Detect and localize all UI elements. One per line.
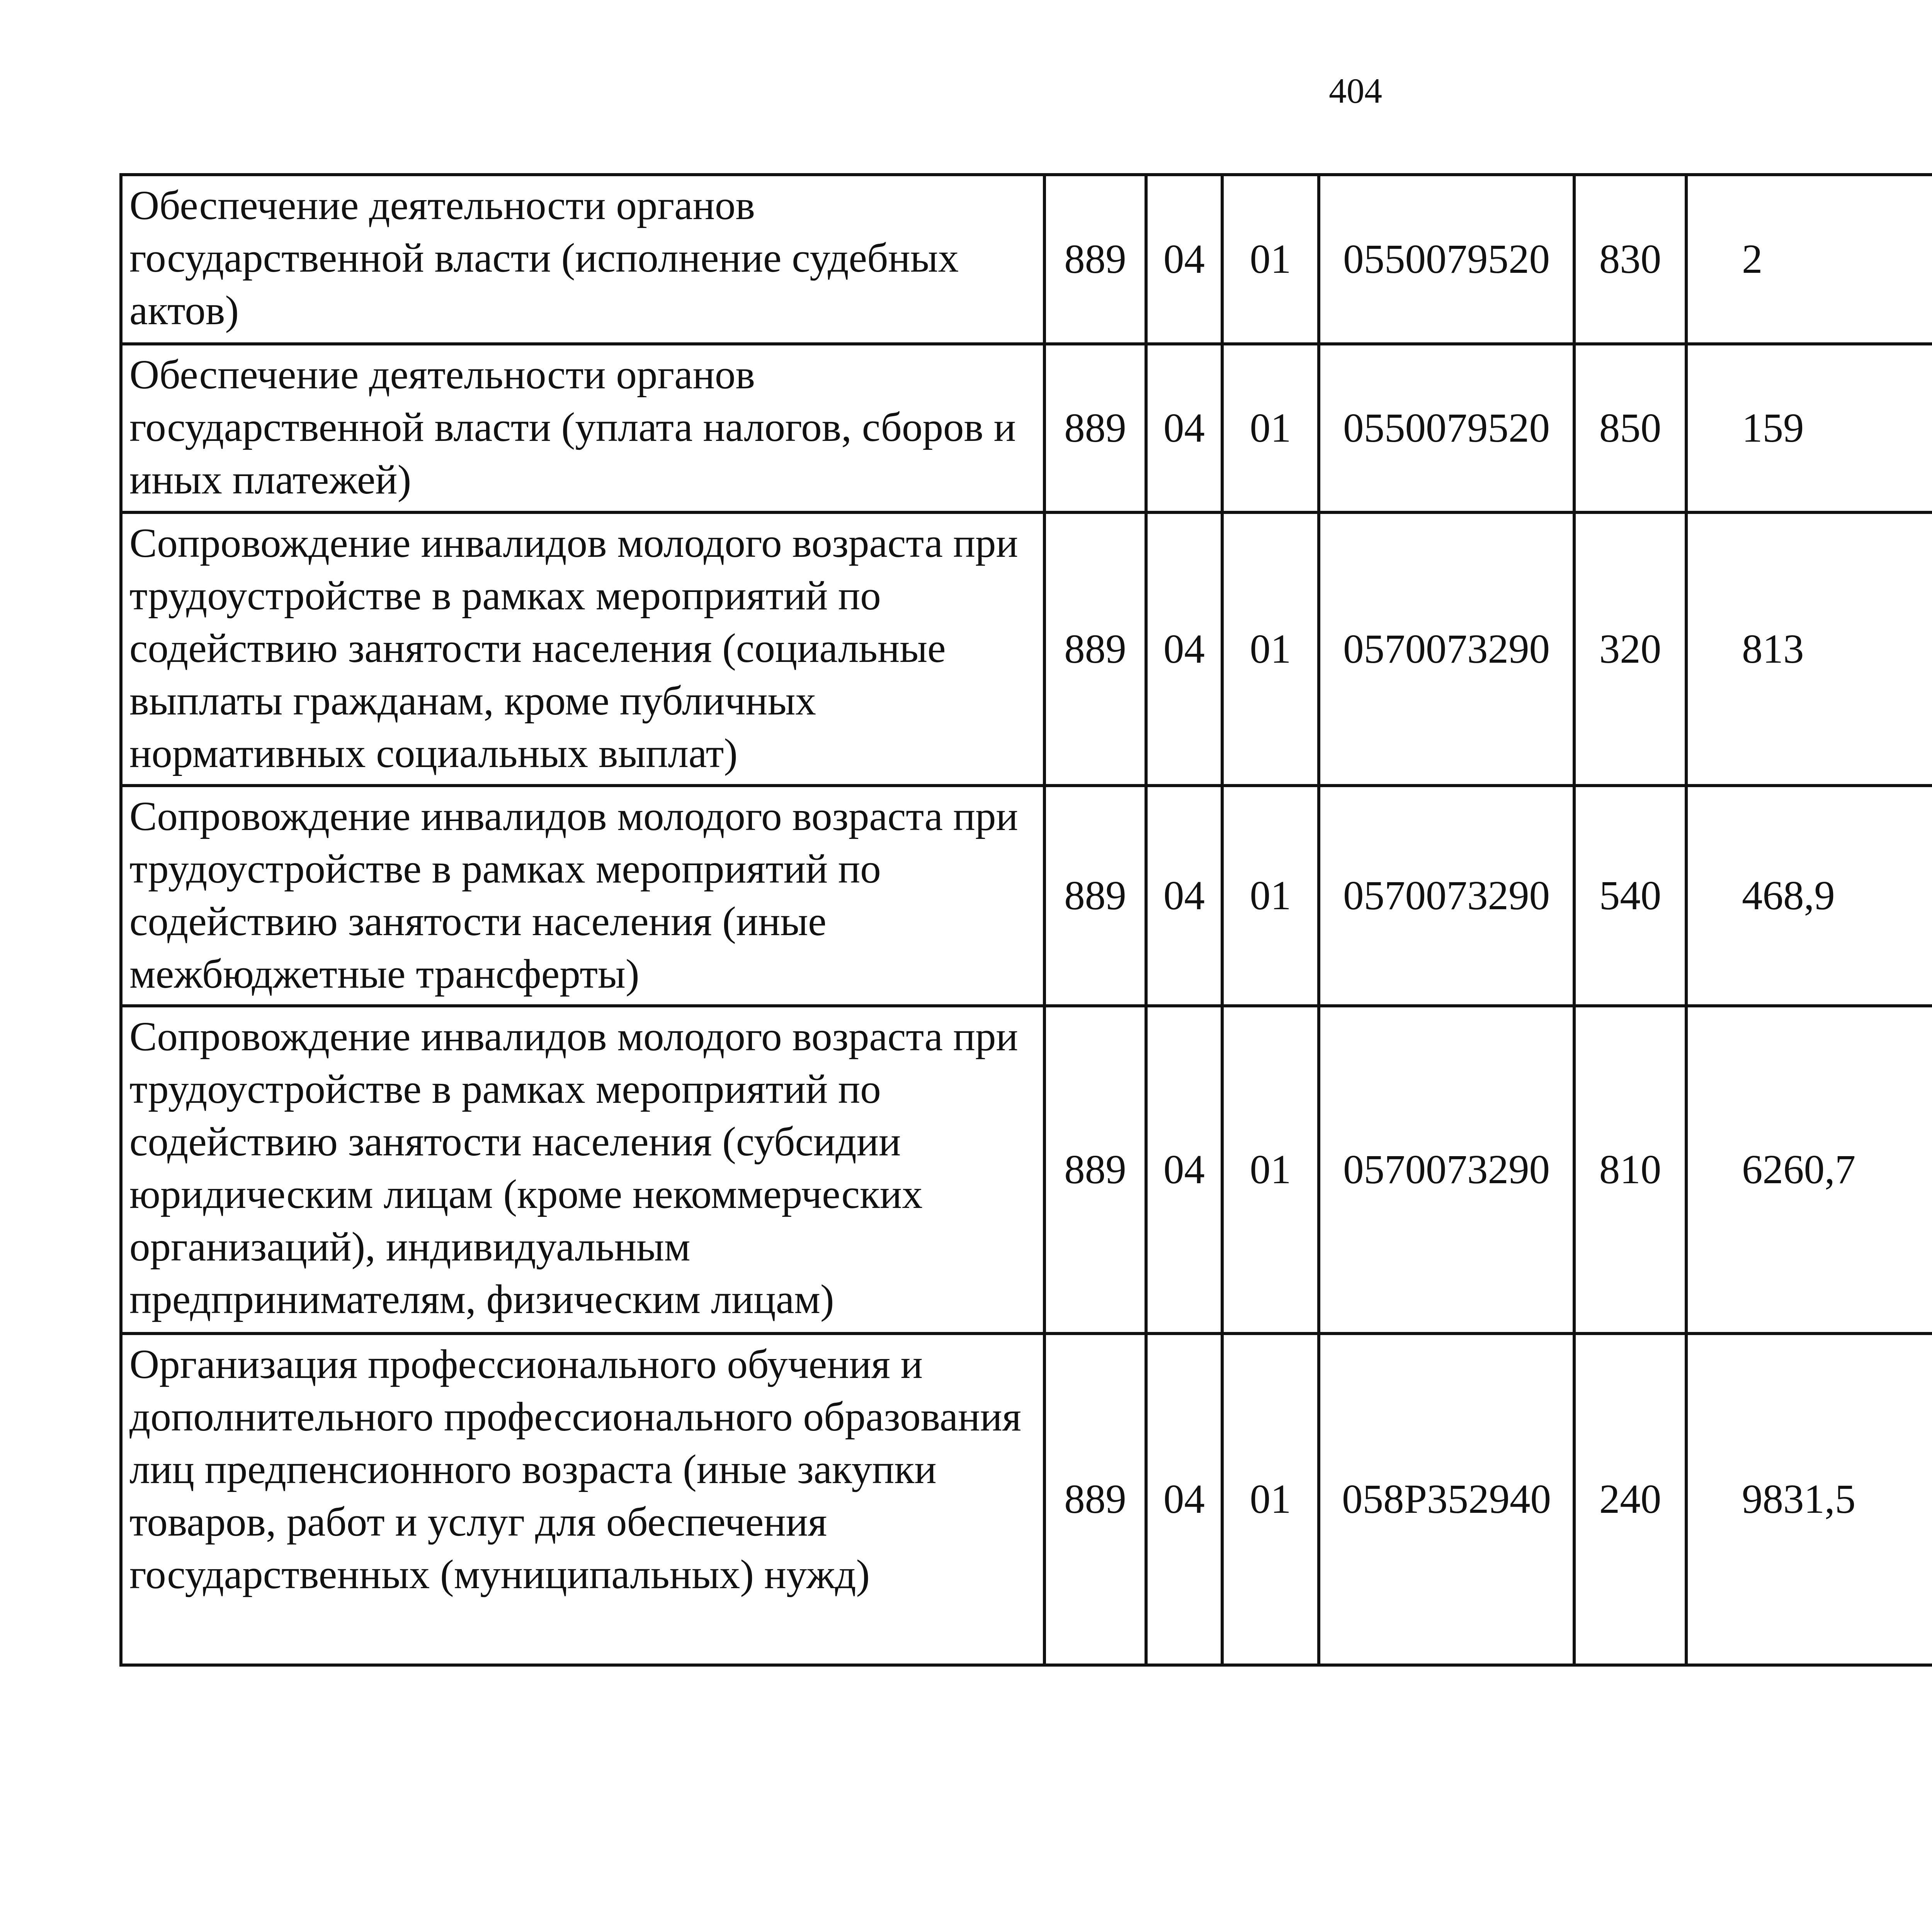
code-target-article: 058P352940: [1319, 1334, 1574, 1665]
code-ved: 889: [1044, 1334, 1146, 1665]
code-target-article: 0570073290: [1319, 1006, 1574, 1334]
table-row: [121, 512, 1932, 786]
code-section: 04: [1146, 786, 1222, 1006]
code-target-article: 0570073290: [1319, 786, 1574, 1006]
code-subsection: 01: [1222, 786, 1319, 1006]
code-section: 04: [1146, 512, 1222, 786]
code-ved: 889: [1044, 786, 1146, 1006]
table-row: [121, 786, 1932, 1006]
code-expense-type: 320: [1574, 512, 1686, 786]
code-expense-type: 240: [1574, 1334, 1686, 1665]
code-subsection: 01: [1222, 1006, 1319, 1334]
row-description: Сопровождение инвалидов молодого возраста при трудоустройстве в рамках мероприятий по содействию занятости населения (социальные выплаты гражданам, кроме публичных нормативных социальных выплат): [121, 512, 1044, 786]
code-ved: 889: [1044, 175, 1146, 344]
amount-cell: 9831,5: [1686, 1334, 1932, 1665]
code-expense-type: 540: [1574, 786, 1686, 1006]
row-description: Обеспечение деятельности органов государственной власти (уплата налогов, сборов и иных платежей): [121, 344, 1044, 512]
code-section: 04: [1146, 175, 1222, 344]
budget-table: [119, 173, 1932, 1667]
table-row: [121, 175, 1932, 344]
row-description: Сопровождение инвалидов молодого возраста при трудоустройстве в рамках мероприятий по содействию занятости населения (иные межбюджетные трансферты): [121, 786, 1044, 1006]
code-ved: 889: [1044, 344, 1146, 512]
code-target-article: 0570073290: [1319, 512, 1574, 786]
amount-cell: 2: [1686, 175, 1932, 344]
page-number: 404: [1329, 71, 1382, 111]
code-ved: 889: [1044, 1006, 1146, 1334]
code-section: 04: [1146, 344, 1222, 512]
amount-cell: 468,9: [1686, 786, 1932, 1006]
code-subsection: 01: [1222, 344, 1319, 512]
amount-cell: 6260,7: [1686, 1006, 1932, 1334]
code-section: 04: [1146, 1334, 1222, 1665]
code-expense-type: 850: [1574, 344, 1686, 512]
row-description: Организация профессионального обучения и дополнительного профессионального образования лиц предпенсионного возраста (иные закупки товаров, работ и услуг для обеспечения государственных (муниципальных) нужд): [121, 1334, 1044, 1665]
code-section: 04: [1146, 1006, 1222, 1334]
table-row: [121, 1006, 1932, 1334]
code-ved: 889: [1044, 512, 1146, 786]
code-expense-type: 810: [1574, 1006, 1686, 1334]
code-subsection: 01: [1222, 175, 1319, 344]
amount-cell: 159: [1686, 344, 1932, 512]
table-row: [121, 344, 1932, 512]
code-subsection: 01: [1222, 512, 1319, 786]
amount-cell: 813: [1686, 512, 1932, 786]
row-description: Обеспечение деятельности органов государственной власти (исполнение судебных актов): [121, 175, 1044, 344]
table-row: [121, 1334, 1932, 1665]
code-subsection: 01: [1222, 1334, 1319, 1665]
row-description: Сопровождение инвалидов молодого возраста при трудоустройстве в рамках мероприятий по содействию занятости населения (субсидии юридическим лицам (кроме некоммерческих организаций), индивидуальным предпринимателям, физическим лицам): [121, 1006, 1044, 1334]
code-expense-type: 830: [1574, 175, 1686, 344]
code-target-article: 0550079520: [1319, 344, 1574, 512]
code-target-article: 0550079520: [1319, 175, 1574, 344]
